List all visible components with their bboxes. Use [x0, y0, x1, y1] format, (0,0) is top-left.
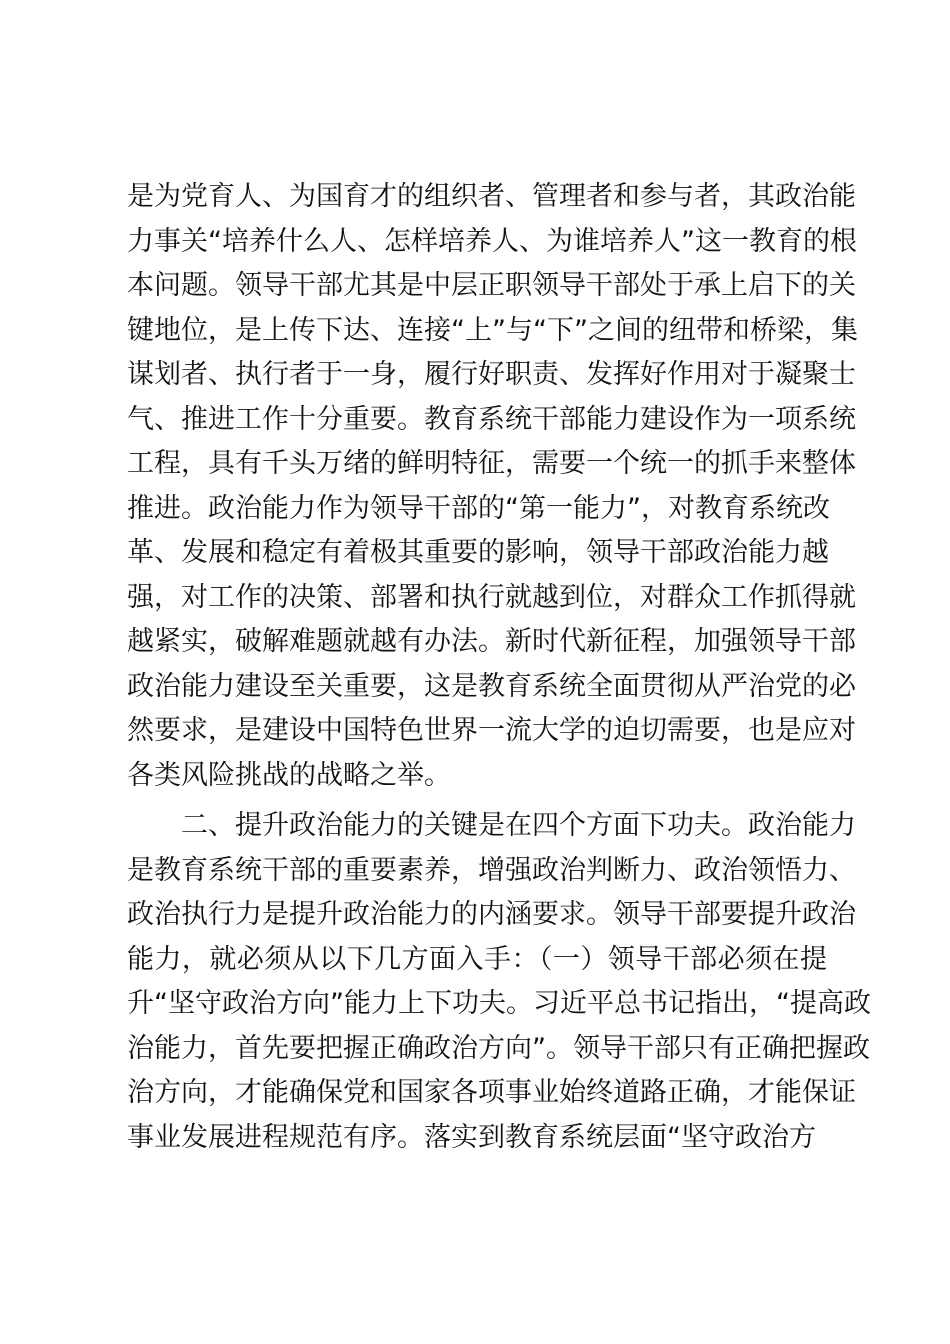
- paragraph-line: 键地位，是上传下达、连接“上”与“下”之间的纽带和桥梁，集: [127, 314, 858, 346]
- paragraph-line: 政治执行力是提升政治能力的内涵要求。领导干部要提升政治: [127, 899, 856, 930]
- paragraph-1: [127, 175, 858, 798]
- paragraph-line: 然要求，是建设中国特色世界一流大学的迫切需要，也是应对: [127, 715, 856, 746]
- document-body: [127, 175, 871, 1160]
- paragraph-line: 各类风险挑战的战略之举。: [127, 759, 451, 791]
- paragraph-line: 工程，具有千头万绪的鲜明特征，需要一个统一的抓手来整体: [127, 448, 856, 479]
- paragraph-line: 政治能力建设至关重要，这是教育系统全面贯彻从严治党的必: [127, 670, 856, 702]
- paragraph-line: 越紧实，破解难题就越有办法。新时代新征程，加强领导干部: [127, 626, 856, 657]
- paragraph-2: [127, 804, 871, 1160]
- paragraph-line: 能力，就必须从以下几方面入手：（一）领导干部必须在提: [127, 943, 827, 975]
- paragraph-line: 强，对工作的决策、部署和执行就越到位，对群众工作抓得就: [127, 581, 856, 613]
- paragraph-line: 是教育系统干部的重要素养，增强政治判断力、政治领悟力、: [127, 854, 856, 886]
- paragraph-line: 本问题。领导干部尤其是中层正职领导干部处于承上启下的关: [127, 270, 856, 301]
- paragraph-line: 治方向，才能确保党和国家各项事业始终道路正确，才能保证: [127, 1077, 856, 1108]
- paragraph-line: 力事关“培养什么人、怎样培养人、为谁培养人”这一教育的根: [127, 225, 857, 257]
- paragraph-line: 事业发展进程规范有序。落实到教育系统层面“坚守政治方: [127, 1121, 816, 1153]
- paragraph-line: 谋划者、执行者于一身，履行好职责、发挥好作用对于凝聚士: [127, 359, 856, 390]
- paragraph-line: 二、提升政治能力的关键是在四个方面下功夫。政治能力: [181, 810, 856, 841]
- paragraph-line: 升“坚守政治方向”能力上下功夫。习近平总书记指出，“提高政: [127, 988, 871, 1019]
- paragraph-line: 是为党育人、为国育才的组织者、管理者和参与者，其政治能: [127, 181, 856, 212]
- paragraph-line: 推进。政治能力作为领导干部的“第一能力”，对教育系统改: [127, 492, 830, 524]
- paragraph-line: 气、推进工作十分重要。教育系统干部能力建设作为一项系统: [127, 403, 856, 435]
- paragraph-line: 革、发展和稳定有着极其重要的影响，领导干部政治能力越: [127, 537, 829, 568]
- paragraph-line: 治能力，首先要把握正确政治方向”。领导干部只有正确把握政: [127, 1032, 870, 1064]
